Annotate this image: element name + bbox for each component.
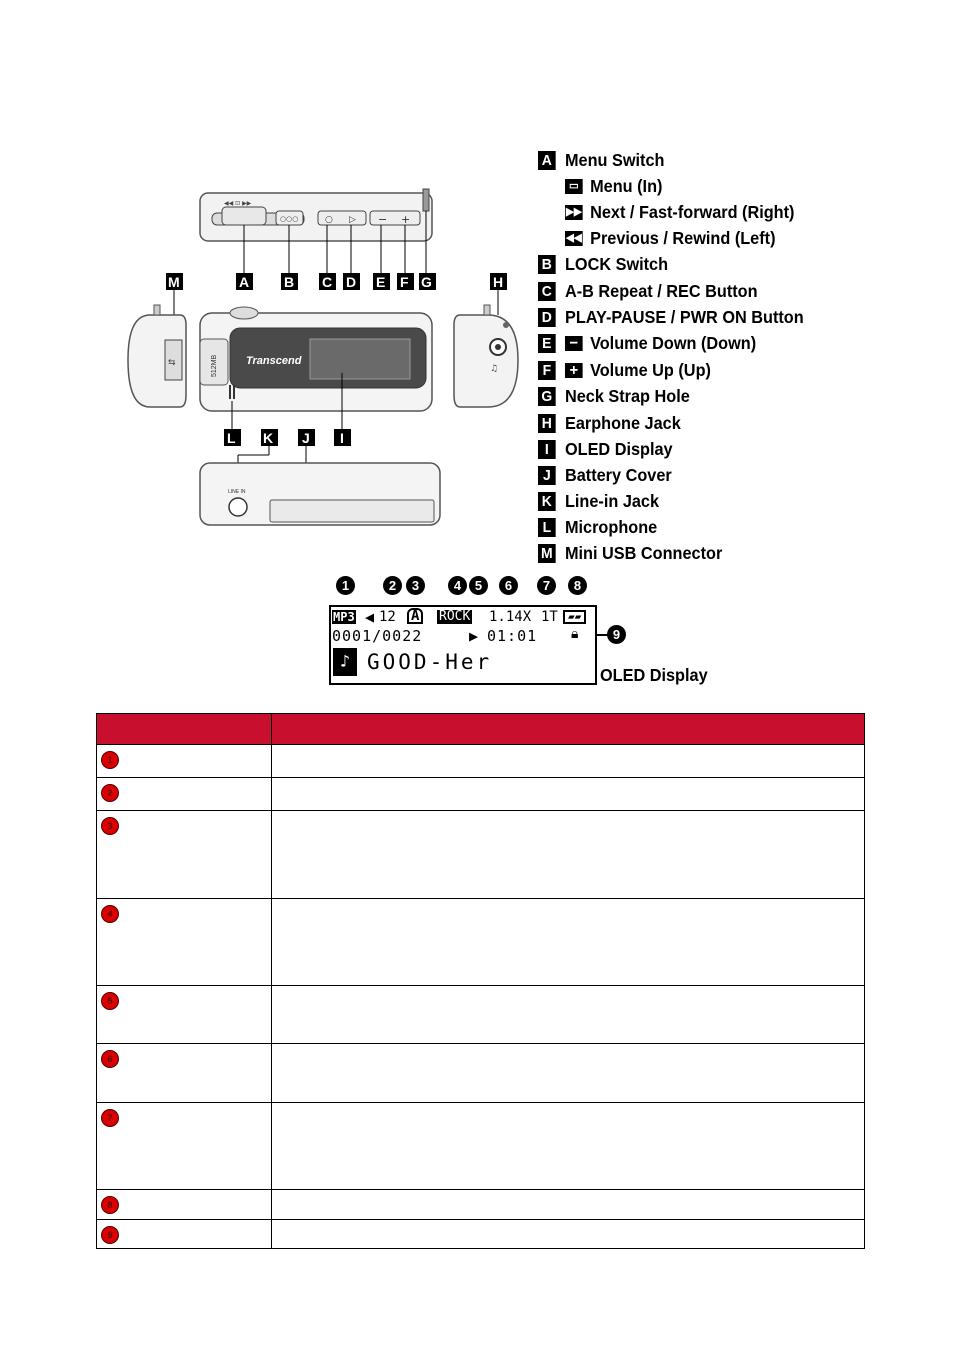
playback-speed: 1.14X <box>489 609 532 625</box>
letter-m-icon: M <box>538 544 556 563</box>
music-note-icon: ♪ <box>333 648 357 676</box>
capacity-label: 512MB <box>211 354 218 377</box>
svg-text:⇆: ⇆ <box>168 358 176 368</box>
marker-3: 3 <box>406 576 425 595</box>
callout-d: D <box>346 274 357 290</box>
row-number-6: 6 <box>101 1050 119 1068</box>
legend-item-b <box>538 252 668 276</box>
b-button-symbol: ○○○ <box>280 215 299 223</box>
row-number-4: 4 <box>101 905 119 923</box>
legend-label: OLED Display <box>564 438 673 459</box>
table-row <box>97 899 865 986</box>
f-button-symbol: + <box>401 213 411 226</box>
callout-f: F <box>400 274 409 290</box>
letter-d-icon: D <box>538 308 556 327</box>
oled-screen <box>329 605 597 685</box>
legend-item-menu-in <box>565 174 662 198</box>
table-row <box>97 986 865 1044</box>
marker-4: 4 <box>448 576 467 595</box>
legend-item-i <box>538 437 673 461</box>
player-bottom-view <box>200 446 440 525</box>
minus-icon: − <box>565 336 583 351</box>
legend-item-j <box>538 463 672 487</box>
row-number-cell <box>97 811 272 899</box>
line-in-label: LINE IN <box>228 489 246 495</box>
brand-logo: Transcend <box>246 355 302 367</box>
legend-item-next <box>565 200 794 224</box>
callout-l: L <box>227 430 236 446</box>
plus-icon: + <box>565 363 583 378</box>
row-number-cell <box>97 745 272 778</box>
table-row <box>97 1190 865 1220</box>
marker-6: 6 <box>499 576 518 595</box>
legend-item-f <box>538 358 711 382</box>
legend-item-e <box>538 331 756 355</box>
legend-label: Microphone <box>564 516 658 537</box>
legend-item-a <box>538 148 664 172</box>
legend-label: Previous / Rewind (Left) <box>590 227 776 248</box>
callout-i: I <box>340 430 344 446</box>
row-number-cell <box>97 986 272 1044</box>
row-description-cell <box>272 1220 865 1249</box>
header-cell <box>97 714 272 745</box>
row-number-cell <box>97 1103 272 1190</box>
battery-icon: ▰▰ <box>563 610 586 624</box>
legend-label: A-B Repeat / REC Button <box>564 280 758 301</box>
legend-item-c <box>538 279 758 303</box>
row-number-5: 5 <box>101 992 119 1010</box>
marker-8: 8 <box>568 576 587 595</box>
legend-label: Menu Switch <box>564 149 665 170</box>
legend-item-m <box>538 541 722 565</box>
table-row <box>97 1103 865 1190</box>
row-description-cell <box>272 1190 865 1220</box>
table-row <box>97 1044 865 1103</box>
marker-9: 9 <box>607 625 626 644</box>
callout-m: M <box>168 274 180 290</box>
lock-icon: 🔒︎ <box>571 626 579 642</box>
play-state-icon: ▶ <box>469 627 479 645</box>
letter-c-icon: C <box>538 282 556 301</box>
row-number-cell <box>97 1220 272 1249</box>
marker-5: 5 <box>469 576 488 595</box>
letter-i-icon: I <box>538 440 556 459</box>
legend-label: Menu (In) <box>590 175 663 196</box>
eq-mode: ROCK <box>439 609 471 624</box>
letter-j-icon: J <box>538 466 556 485</box>
previous-icon: ◀◀ <box>565 231 582 244</box>
legend-item-previous <box>565 226 775 250</box>
legend-label: PLAY-PAUSE / PWR ON Button <box>564 306 804 327</box>
marker-2: 2 <box>383 576 402 595</box>
device-illustration <box>120 145 540 565</box>
legend-item-h <box>538 411 681 435</box>
player-front-view <box>200 307 432 429</box>
row-description-cell <box>272 811 865 899</box>
repeat-mode-icon: A <box>407 608 423 624</box>
legend-label: Line-in Jack <box>564 490 660 511</box>
table-header <box>97 714 865 745</box>
track-title: GOOD-Her <box>367 650 493 674</box>
row-description-cell <box>272 986 865 1044</box>
legend-label: Volume Up (Up) <box>590 359 711 380</box>
table-row <box>97 778 865 811</box>
volume-level: 12 <box>379 609 396 625</box>
e-button-symbol: − <box>378 213 388 226</box>
next-icon: ▶▶ <box>565 205 582 218</box>
oled-caption: OLED Display <box>600 665 708 685</box>
table-row <box>97 811 865 899</box>
letter-f-icon: F <box>538 361 556 380</box>
callout-k: K <box>263 430 274 446</box>
row-number-9: 9 <box>101 1226 119 1244</box>
player-top-view <box>200 189 432 273</box>
letter-e-icon: E <box>538 334 556 353</box>
legend-label: Battery Cover <box>564 464 672 485</box>
letter-l-icon: L <box>538 518 556 537</box>
callout-b: B <box>284 274 295 290</box>
callout-j: J <box>302 430 310 446</box>
letter-g-icon: G <box>538 387 556 406</box>
letter-h-icon: H <box>538 414 556 433</box>
marker-7: 7 <box>537 576 556 595</box>
legend-label: Next / Fast-forward (Right) <box>590 201 795 222</box>
letter-k-icon: K <box>538 492 556 511</box>
speaker-icon: ◀ <box>365 608 375 626</box>
oled-indicator-table <box>96 713 865 1249</box>
menu-in-icon: ▭ <box>565 179 583 194</box>
legend-label: Neck Strap Hole <box>564 385 690 406</box>
table-row <box>97 745 865 778</box>
legend-item-g <box>538 384 690 408</box>
svg-text:◀◀ ⊡ ▶▶: ◀◀ ⊡ ▶▶ <box>224 200 252 207</box>
row-description-cell <box>272 745 865 778</box>
svg-text:♫: ♫ <box>490 364 499 374</box>
legend-label: Mini USB Connector <box>564 542 723 563</box>
letter-b-icon: B <box>538 255 556 274</box>
letter-a-icon: A <box>538 151 556 170</box>
legend-item-d <box>538 305 804 329</box>
legend-item-l <box>538 515 657 539</box>
c-button-symbol: ○ <box>325 215 333 225</box>
track-counter: 0001/0022 <box>332 627 423 645</box>
legend-item-k <box>538 489 659 513</box>
row-number-1: 1 <box>101 751 119 769</box>
row-number-cell <box>97 1044 272 1103</box>
legend-label: Earphone Jack <box>564 412 681 433</box>
header-cell <box>272 714 865 745</box>
row-description-cell <box>272 778 865 811</box>
format-indicator: MP3 <box>333 610 355 624</box>
row-number-8: 8 <box>101 1196 119 1214</box>
callout-h: H <box>493 274 504 290</box>
row-description-cell <box>272 1103 865 1190</box>
row-number-cell <box>97 899 272 986</box>
player-right-side <box>454 290 518 407</box>
d-button-symbol: ▷ <box>349 215 356 225</box>
row-number-cell <box>97 1190 272 1220</box>
legend-label: LOCK Switch <box>564 253 669 274</box>
callout-a: A <box>239 274 250 290</box>
row-description-cell <box>272 1044 865 1103</box>
row-number-3: 3 <box>101 817 119 835</box>
table-row <box>97 1220 865 1249</box>
callout-c: C <box>322 274 333 290</box>
row-number-cell <box>97 778 272 811</box>
elapsed-time: 01:01 <box>487 627 538 645</box>
marker-1: 1 <box>336 576 355 595</box>
rate-indicator: 1T <box>541 609 558 625</box>
row-description-cell <box>272 899 865 986</box>
player-left-side <box>128 290 186 407</box>
row-number-2: 2 <box>101 784 119 802</box>
callout-e: E <box>376 274 386 290</box>
legend-label: Volume Down (Down) <box>590 332 757 353</box>
callout-g: G <box>421 274 432 290</box>
row-number-7: 7 <box>101 1109 119 1127</box>
oled-diagram <box>326 572 726 692</box>
